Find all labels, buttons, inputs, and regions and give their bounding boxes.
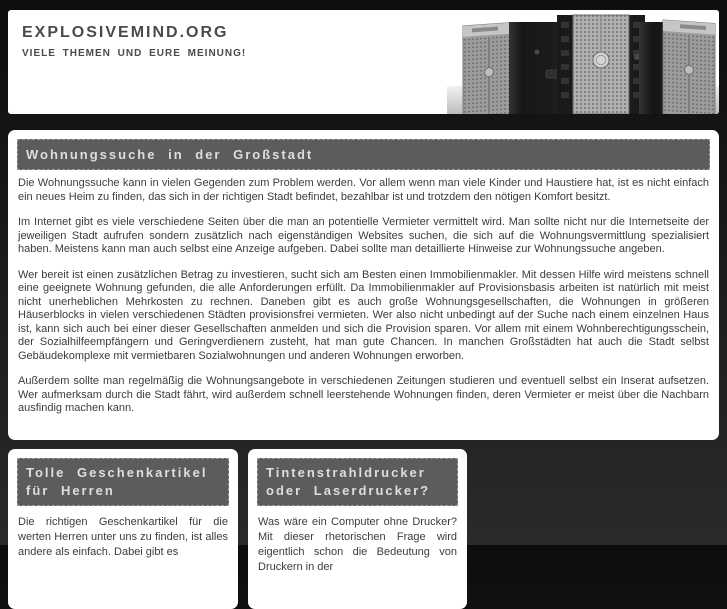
teaser-card (248, 449, 467, 609)
article-paragraph: Im Internet gibt es viele verschiedene Seiten über die man an potentielle Vermieter vermittelt wird. Man sollte nicht nur die Internetseite der jeweiligen Stadt aufrufen sondern zusätzlich nach eigenständigen Websites suchen, die sich auf die Wohnungsvermittlung spezialisiert haben. Meistens kann man auch selbst eine Anzeige aufgeben. Dabei sollte man detaillierte Hinweise zur Wohnungssuche angeben. (18, 216, 709, 255)
teaser-card (8, 449, 238, 609)
article-title: Wohnungssuche in der Großstadt (17, 139, 710, 170)
brand-block (22, 24, 246, 59)
server-towers-image (447, 10, 719, 114)
article-panel (8, 130, 719, 440)
site-tagline: VIELE THEMEN UND EURE MEINUNG! (22, 48, 247, 59)
teaser-excerpt: Was wäre ein Computer ohne Drucker? Mit dieser rhetorischen Frage wird eigentlich schon die Bedeutung von Druckern in der (258, 516, 457, 573)
teaser-title[interactable]: Tintenstrahldrucker oder Laserdrucker? (257, 458, 458, 506)
site-title[interactable]: EXPLOSIVEMIND.ORG (22, 24, 229, 41)
teaser-title[interactable]: Tolle Geschenkartikel für Herren (17, 458, 229, 506)
article-paragraph: Außerdem sollte man regelmäßig die Wohnungsangebote in verschiedenen Zeitungen studieren und eventuell selbst ein Inserat aufsetzen. Wer aufmerksam durch die Stadt fährt, wird außerdem schnell leerstehende Wohnungen finden, deren Vermieter er meist über die Nachbarn ausfindig machen kann. (18, 375, 709, 414)
site-header (8, 10, 719, 114)
teaser-excerpt: Die richtigen Geschenkartikel für die werten Herren unter uns zu finden, ist alles andere als einfach. Dabei gibt es (18, 516, 228, 558)
article-paragraph: Die Wohnungssuche kann in vielen Gegenden zum Problem werden. Vor allem wenn man viele Kinder und Haustiere hat, ist es nicht einfach ein neues Heim zu finden, das sich in der richtigen Stadt befindet, bezahlbar ist und trotzdem den nötigen Komfort besitzt. (18, 177, 709, 203)
article-paragraph: Wer bereit ist einen zusätzlichen Betrag zu investieren, sucht sich am Besten einen Immobilienmakler. Mit dessen Hilfe wird meistens schnell eine geeignete Wohnung gefunden, die alle Anforderungen erfüllt. Da Immobilienmakler auf Provisionsbasis arbeiten ist natürlich mit meist nicht unerheblichen Mehrkosten zu rechnen. Daneben gibt es auch große Wohnungsgesellschaften, die Wohnungen in größeren Häuserblocks in vielen verschiedenen Städten provisionsfrei vermieten. Wer also nicht unbedingt auf der Suche nach einem einzelnen Haus ist, kann sich auch bei einer dieser Gesellschaften anmelden und sich die Provision sparen. Vor allem mit einem Wohnberechtigungsschein, der Sozialhilfeempfängern und Geringverdienern zusteht, hat man gute Chancen. In manchen Großstädten hat auch die Stadt selbst Gebäudekomplexe mit vermietbaren Sozialwohnungen und anderen Wohnungen erworben. (18, 268, 709, 362)
